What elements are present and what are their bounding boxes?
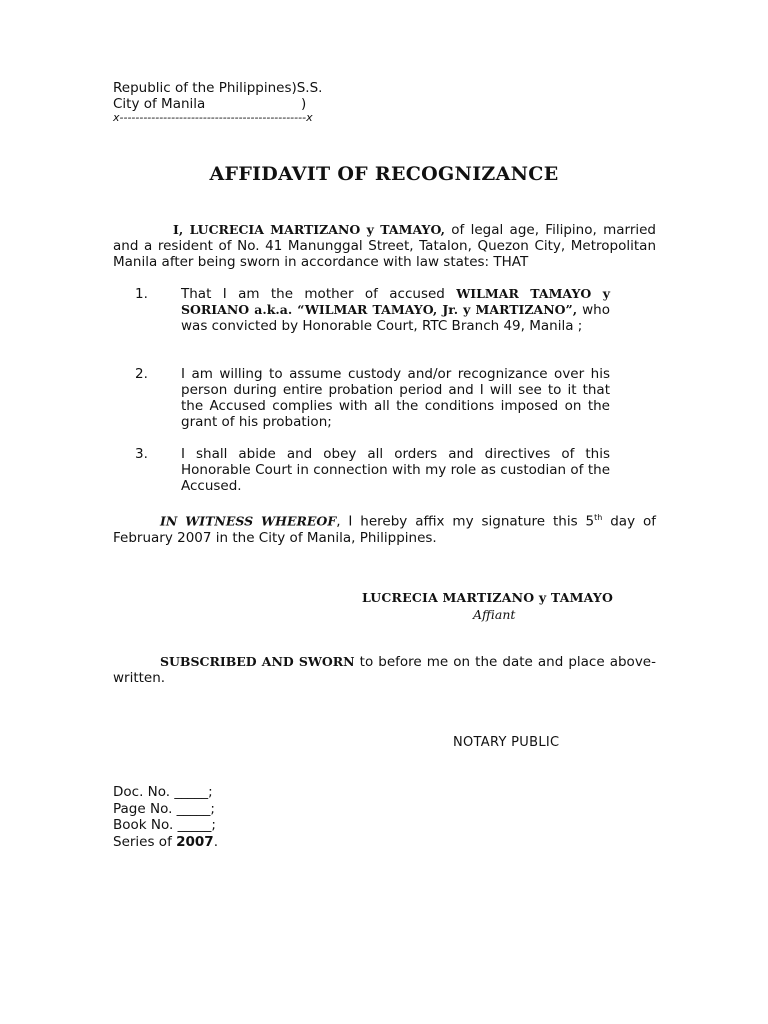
- item-1-text: [181, 286, 610, 334]
- item-1-accused: WILMAR TAMAYO y SORIANO a.k.a. “WILMAR TAMAYO, Jr. y MARTIZANO”,: [181, 286, 610, 317]
- item-3-number: 3.: [135, 446, 148, 462]
- notary-public-label: NOTARY PUBLIC: [453, 735, 560, 750]
- caption-separator: x-----------------------------------------------x: [113, 111, 313, 124]
- doc-number: Doc. No. _____;: [113, 784, 213, 800]
- signature-role: Affiant: [473, 607, 516, 622]
- sworn-paragraph: [113, 654, 656, 686]
- witness-text-b: day of February 2007 in the City of Manila, Philippines.: [113, 513, 656, 546]
- document-title: AFFIDAVIT OF RECOGNIZANCE: [209, 163, 559, 185]
- item-3-text: I shall abide and obey all orders and directives of this Honorable Court in connection with my role as custodian of the Accused.: [181, 446, 610, 494]
- item-2-number: 2.: [135, 366, 148, 382]
- series-label: Series of: [113, 833, 177, 850]
- series-line: [113, 834, 218, 851]
- intro-paragraph: [113, 222, 656, 270]
- affiant-intro-name: I, LUCRECIA MARTIZANO y TAMAYO,: [173, 222, 445, 237]
- item-1-post: who was convicted by Honorable Court, RTC Branch 49, Manila ;: [181, 302, 610, 334]
- intro-text: of legal age, Filipino, married and a resident of No. 41 Manunggal Street, Tatalon, Quezon City, Metropolitan Manila after being sworn in accordance with law states: THAT: [113, 222, 656, 270]
- caption-city: [113, 96, 322, 112]
- item-2-text: I am willing to assume custody and/or recognizance over his person during entire probation period and I will see to it that the Accused complies with all the conditions imposed on the grant of his probation;: [181, 366, 610, 430]
- series-year: 2007: [176, 833, 214, 850]
- sworn-lead: SUBSCRIBED AND SWORN: [160, 654, 355, 669]
- witness-paragraph: [113, 510, 656, 546]
- caption-republic: Republic of the Philippines)S.S.: [113, 80, 323, 96]
- series-end: .: [213, 833, 218, 850]
- witness-text-a: , I hereby affix my signature this 5: [336, 513, 595, 530]
- caption-city-paren: ): [301, 96, 307, 112]
- witness-lead: IN WITNESS WHEREOF: [160, 513, 337, 529]
- notarial-entries: [113, 784, 218, 850]
- item-1-pre: That I am the mother of accused: [181, 286, 457, 302]
- book-number: Book No. _____;: [113, 817, 216, 833]
- caption: [113, 80, 322, 124]
- page-number: Page No. _____;: [113, 800, 215, 817]
- signature-name: LUCRECIA MARTIZANO y TAMAYO: [362, 590, 614, 605]
- sworn-text: to before me on the date and place above-written.: [113, 654, 656, 686]
- item-1-number: 1.: [135, 286, 148, 302]
- witness-superscript: th: [594, 513, 603, 522]
- caption-city-label: City of Manila: [113, 96, 206, 112]
